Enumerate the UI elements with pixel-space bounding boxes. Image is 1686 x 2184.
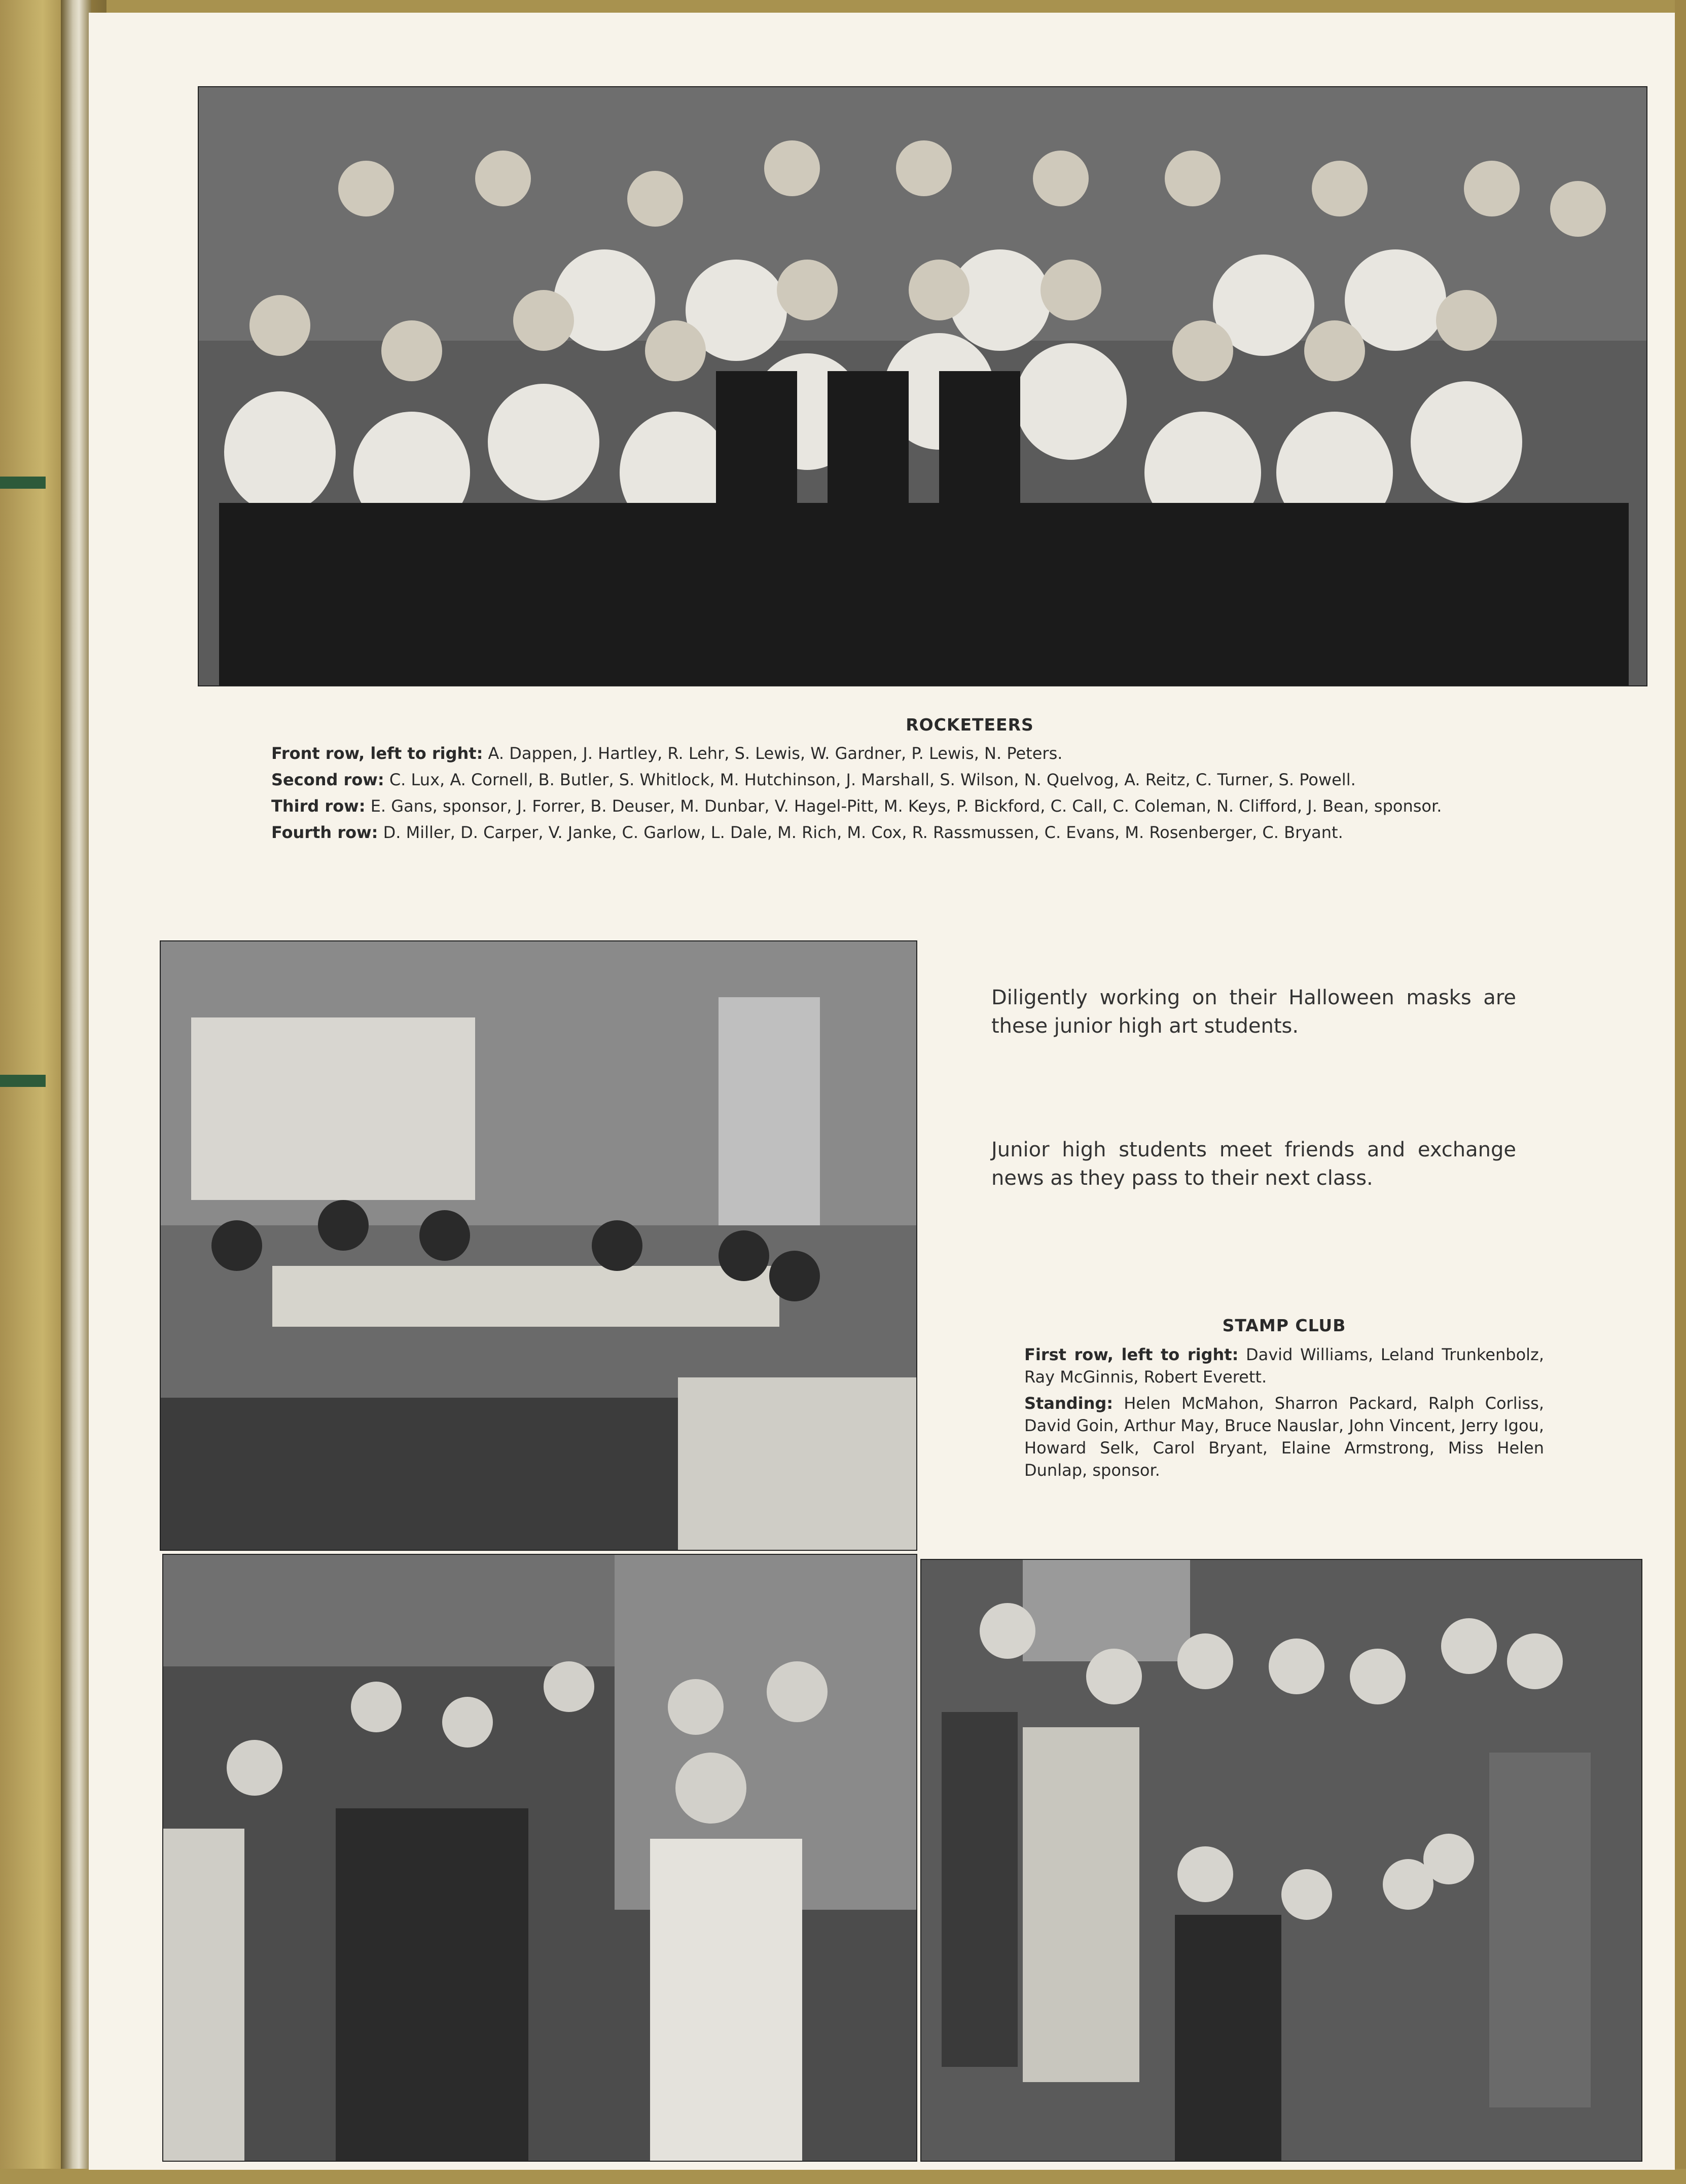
row-names: C. Lux, A. Cornell, B. Butler, S. Whitlock, M. Hutchinson, J. Marshall, S. Wilson, N. Quelvog, A. Reitz, C. Turner, S. Powell. <box>389 770 1356 789</box>
hallway-caption: Junior high students meet friends and exchange news as they pass to their next class. <box>991 1138 1516 1190</box>
rocketeers-fourth-row <box>271 823 1668 842</box>
row-names: David Williams, Leland Trunkenbolz, Ray McGinnis, Robert Everett. <box>1024 1345 1545 1387</box>
rocketeers-caption <box>271 715 1668 849</box>
row-names: E. Gans, sponsor, J. Forrer, B. Deuser, M. Dunbar, V. Hagel-Pitt, M. Keys, P. Bickford, C. Call, C. Coleman, N. Clifford, J. Bean, sponsor. <box>370 796 1442 816</box>
row-label: Standing: <box>1024 1394 1114 1413</box>
binding-mark <box>0 1075 46 1087</box>
stamp-club-standing-row <box>1024 1392 1544 1481</box>
stamp-club-title: STAMP CLUB <box>1222 1316 1346 1335</box>
row-label: First row, left to right: <box>1024 1345 1239 1364</box>
binding-mark <box>0 477 46 489</box>
rocketeers-title: ROCKETEERS <box>906 715 1034 735</box>
rocketeers-front-row <box>271 744 1668 763</box>
yearbook-page <box>89 13 1675 2170</box>
row-label: Fourth row: <box>271 823 378 842</box>
row-names: A. Dappen, J. Hartley, R. Lehr, S. Lewis, W. Gardner, P. Lewis, N. Peters. <box>488 744 1063 763</box>
book-cover-right-edge <box>1675 0 1686 2184</box>
art-class-caption: Diligently working on their Halloween masks are these junior high art students. <box>991 986 1516 1038</box>
stamp-club-first-row <box>1024 1343 1544 1388</box>
rocketeers-third-row <box>271 796 1668 816</box>
row-label: Third row: <box>271 796 366 816</box>
art-class-photo <box>160 940 917 1551</box>
row-label: Front row, left to right: <box>271 744 483 763</box>
stamp-club-photo <box>920 1559 1642 2162</box>
row-label: Second row: <box>271 770 384 789</box>
row-names: Helen McMahon, Sharron Packard, Ralph Corliss, David Goin, Arthur May, Bruce Nauslar, John Vincent, Jerry Igou, Howard Selk, Carol Bryant, Elaine Armstrong, Miss Helen Dunlap, sponsor. <box>1024 1394 1544 1480</box>
rocketeers-group-photo <box>198 86 1647 686</box>
rocketeers-second-row <box>271 770 1668 789</box>
book-cover-bottom-edge <box>0 2169 1686 2184</box>
row-names: D. Miller, D. Carper, V. Janke, C. Garlow, L. Dale, M. Rich, M. Cox, R. Rassmussen, C. Evans, M. Rosenberger, C. Bryant. <box>383 823 1343 842</box>
stamp-club-caption <box>1024 1316 1544 1485</box>
hallway-photo <box>162 1554 917 2162</box>
